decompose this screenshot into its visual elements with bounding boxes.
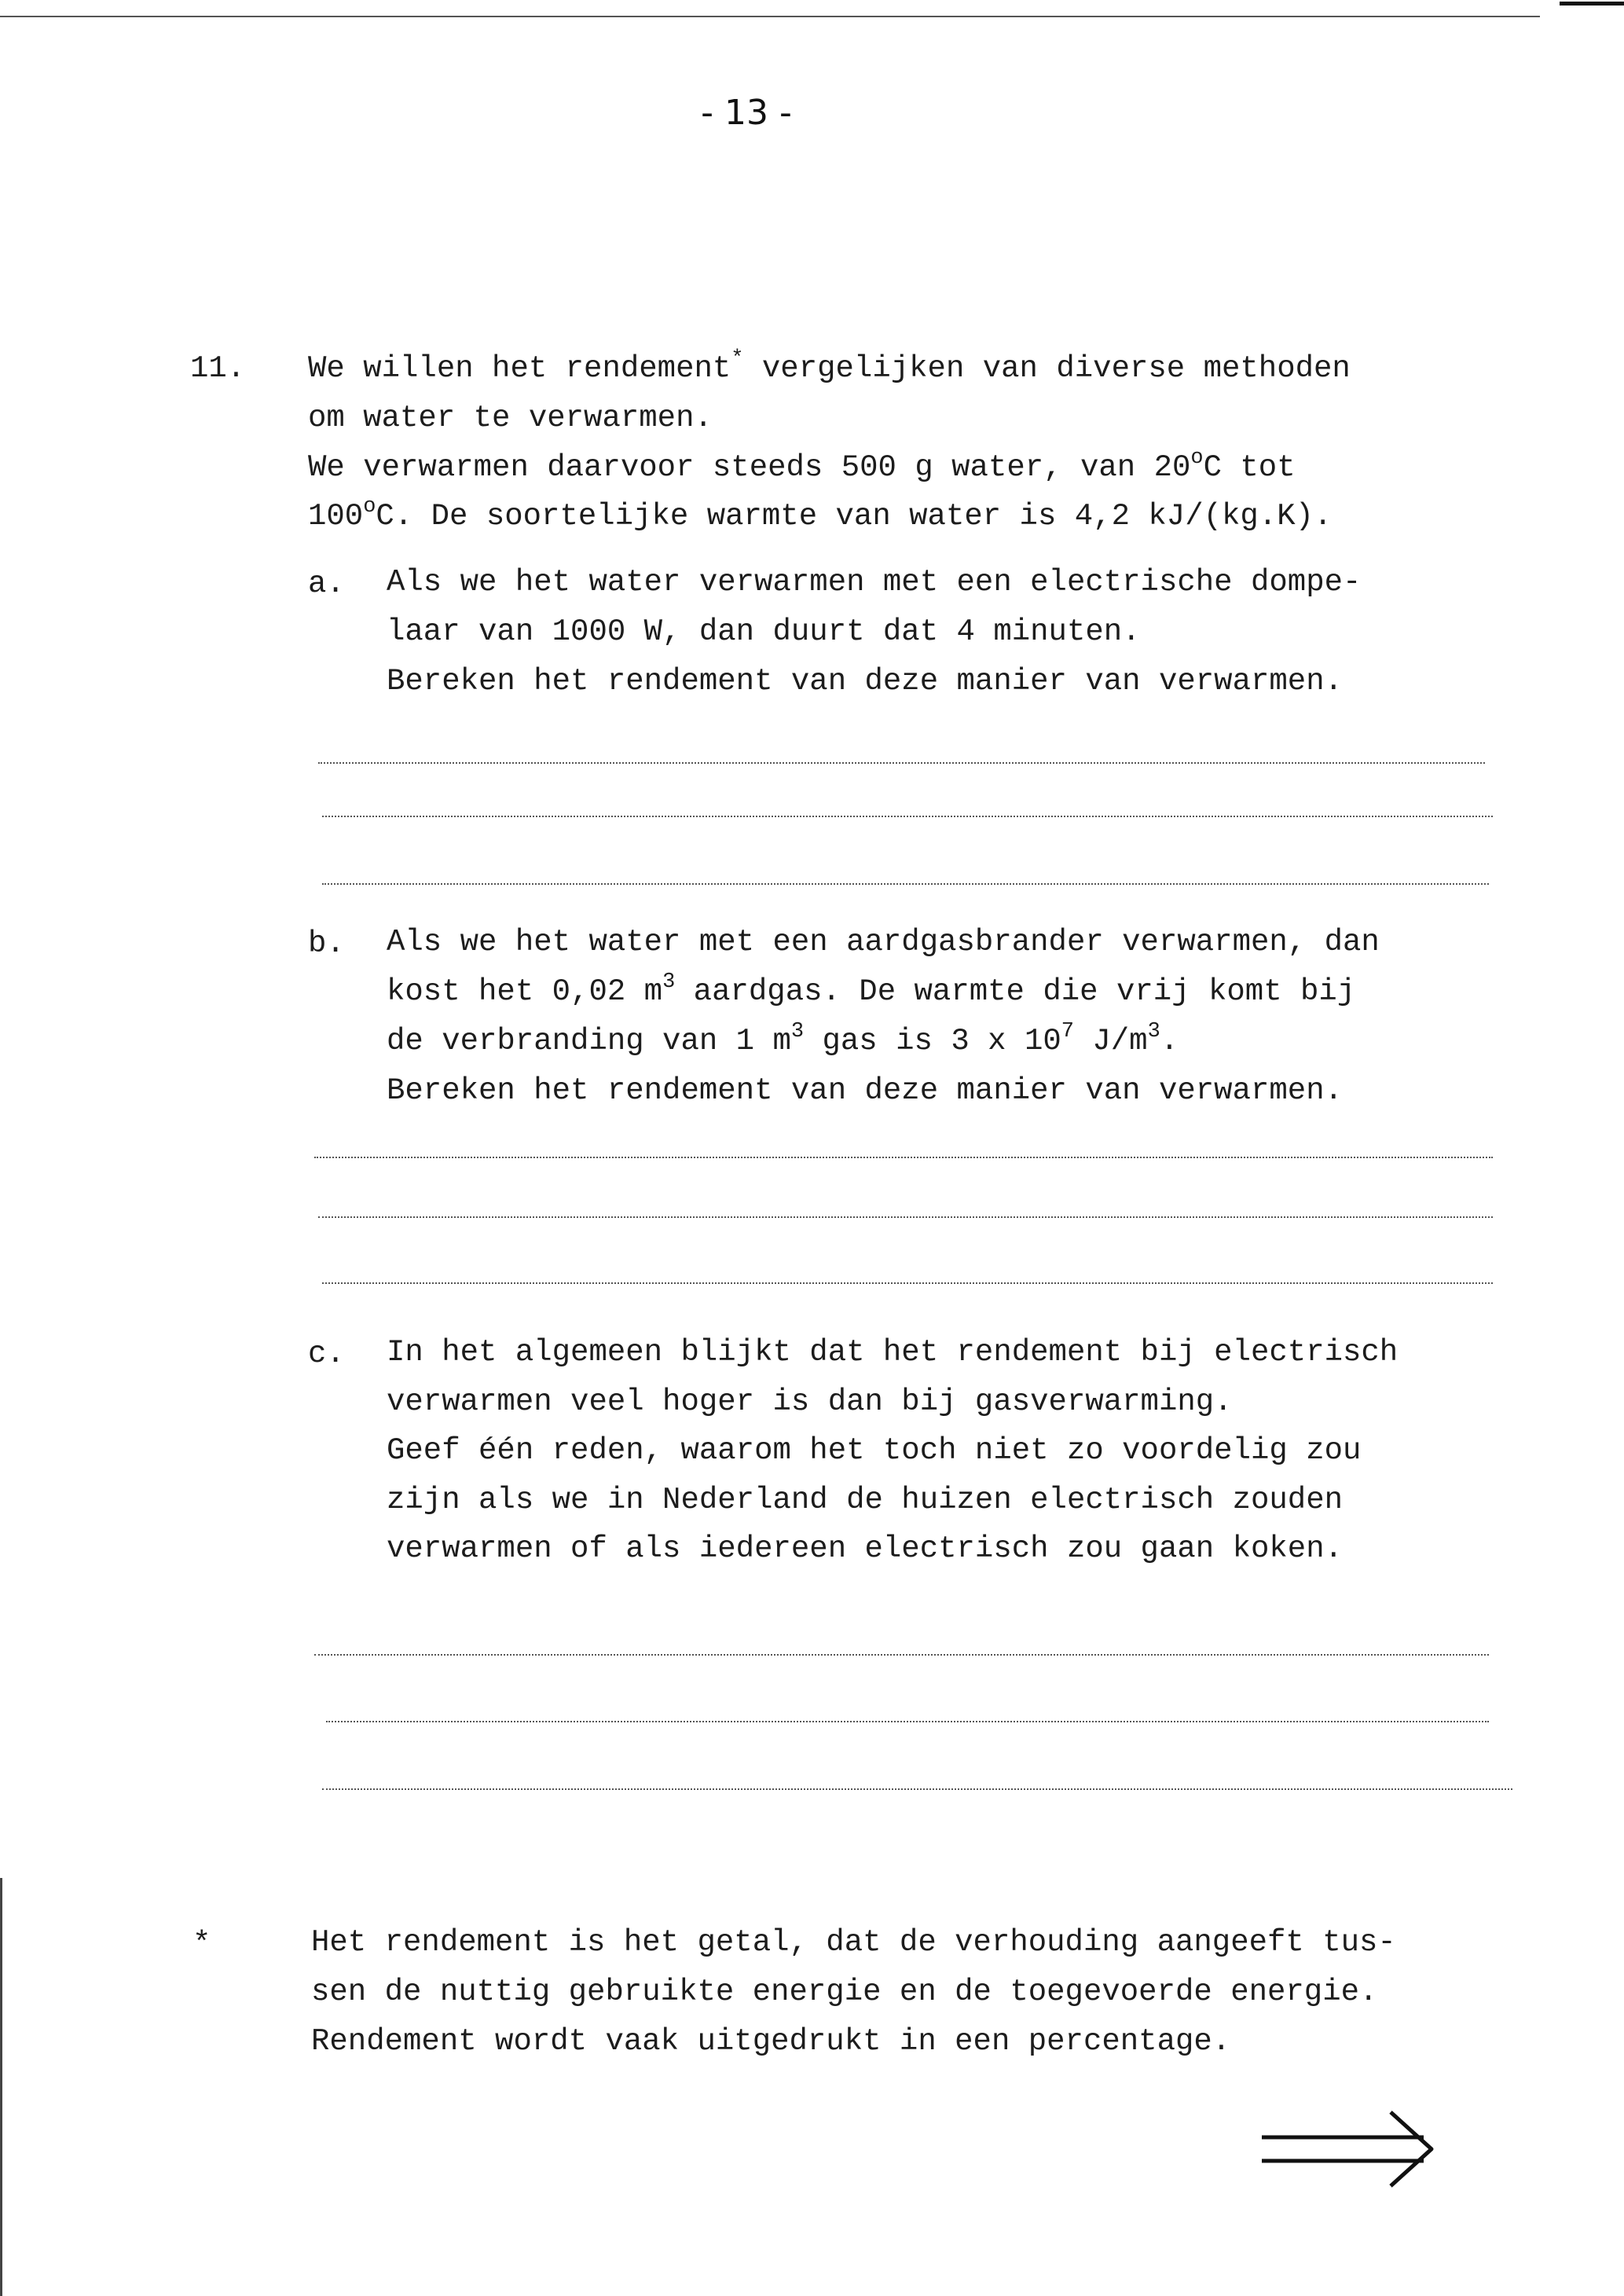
answer-line-b-2[interactable] (318, 1216, 1493, 1218)
part-b-line-4: Bereken het rendement van deze manier van verwarmen. (387, 1073, 1343, 1108)
answer-line-b-1[interactable] (314, 1157, 1493, 1158)
answer-line-c-1[interactable] (314, 1654, 1489, 1656)
top-border-line (0, 16, 1540, 17)
top-right-mark (1560, 2, 1624, 6)
answer-line-a-2[interactable] (322, 816, 1493, 817)
part-c-line-2: verwarmen veel hoger is dan bij gasverwarming. (387, 1385, 1233, 1419)
part-a-line-1: Als we het water verwarmen met een electrische dompe- (387, 565, 1362, 600)
footnote-line-1: Het rendement is het getal, dat de verhouding aangeeft tus- (311, 1925, 1396, 1960)
part-a-line-2: laar van 1000 W, dan duurt dat 4 minuten. (387, 614, 1141, 649)
part-b-line-1: Als we het water met een aardgasbrander verwarmen, dan (387, 925, 1380, 959)
rendement-footnote-marker: * (731, 347, 744, 371)
double-right-arrow-icon (1257, 2106, 1438, 2192)
answer-line-c-2[interactable] (326, 1721, 1489, 1722)
answer-line-a-3[interactable] (322, 883, 1489, 885)
part-b-line-3: de verbranding van 1 $m^3$ gas is 3 x $10^7$ $J/m^3$. (387, 1020, 1179, 1058)
part-c-line-4: zijn als we in Nederland de huizen electrisch zouden (387, 1483, 1343, 1517)
part-c-label: c. (308, 1337, 345, 1371)
part-a-line-3: Bereken het rendement van deze manier van verwarmen. (387, 664, 1343, 699)
footnote-line-3: Rendement wordt vaak uitgedrukt in een percentage. (311, 2024, 1231, 2059)
page-number: - 13 - (701, 93, 792, 133)
answer-line-a-1[interactable] (318, 762, 1485, 764)
left-edge-mark (0, 1878, 2, 2296)
answer-line-b-3[interactable] (322, 1282, 1493, 1284)
footnote-line-2: sen de nuttig gebruikte energie en de toegevoerde energie. (311, 1975, 1378, 2009)
intro-line-4: 100$^o$C. De soortelijke warmte van water is 4,2 kJ/(kg.K). (308, 495, 1333, 534)
intro-line-3: We verwarmen daarvoor steeds 500 g water, van 20$^o$C tot (308, 446, 1296, 485)
answer-line-c-3[interactable] (322, 1788, 1512, 1790)
part-b-line-2: kost het 0,02 $m^3$ aardgas. De warmte die vrij komt bij (387, 970, 1356, 1009)
part-c-line-5: verwarmen of als iedereen electrisch zou gaan koken. (387, 1531, 1343, 1566)
intro-line-1: We willen het rendement* vergelijken van diverse methoden (308, 347, 1351, 386)
part-b-label: b. (308, 926, 345, 961)
footnote-marker: * (192, 1927, 211, 1961)
question-number: 11. (190, 351, 246, 386)
part-a-label: a. (308, 567, 345, 601)
part-c-line-1: In het algemeen blijkt dat het rendement bij electrisch (387, 1335, 1399, 1370)
intro-line-2: om water te verwarmen. (308, 401, 713, 435)
part-c-line-3: Geef één reden, waarom het toch niet zo voordelig zou (387, 1433, 1362, 1468)
